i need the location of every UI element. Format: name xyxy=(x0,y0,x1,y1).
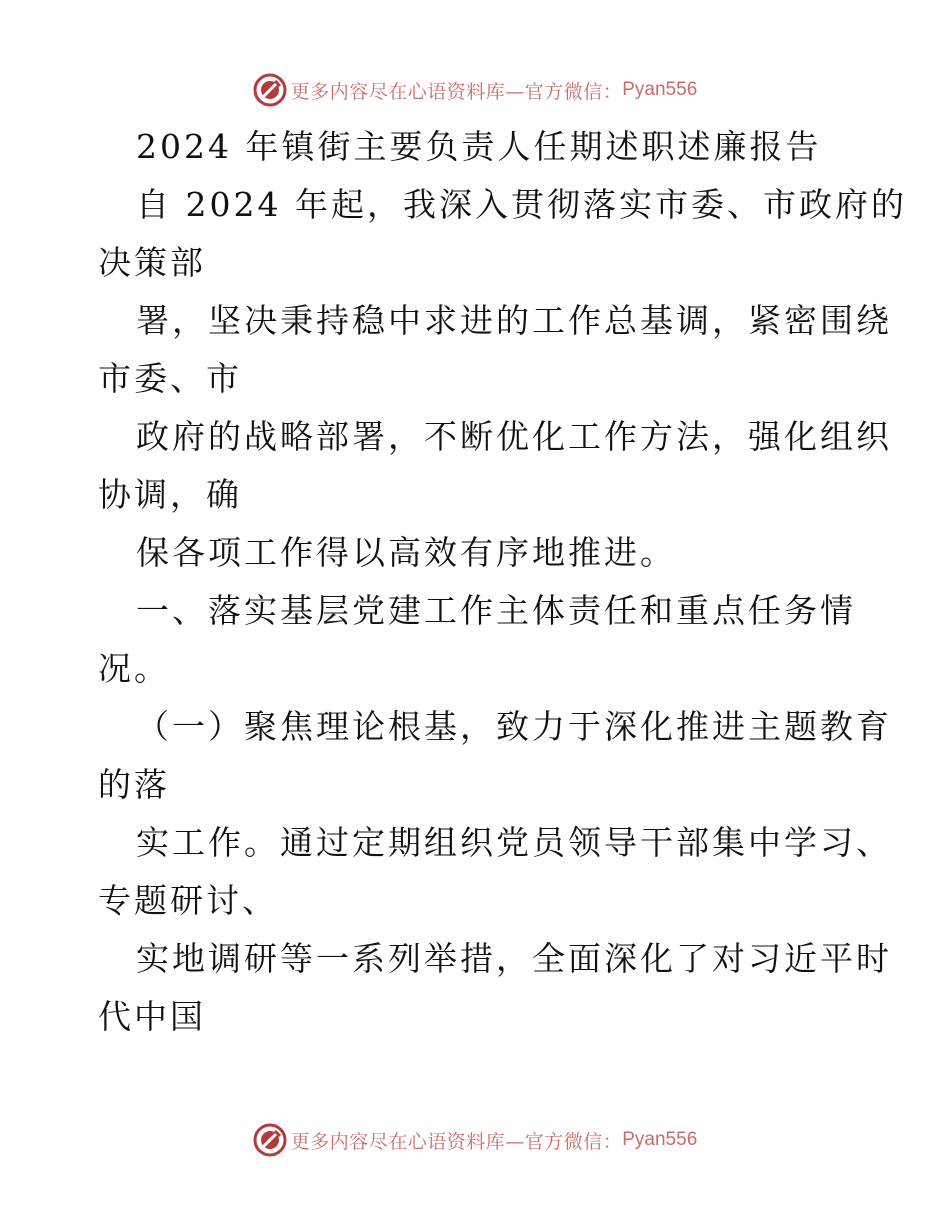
section-heading: 一、落实基层党建工作主体责任和重点任务情 xyxy=(136,591,856,630)
text-line: 自 2024 年起，我深入贯彻落实市委、市政府的 xyxy=(136,185,907,224)
watermark-text: 更多内容尽在心语资料库—官方微信： xyxy=(290,80,623,103)
watermark-text: 更多内容尽在心语资料库—官方微信： xyxy=(290,1130,623,1153)
watermark-wechat-id: Pyan556 xyxy=(622,1129,698,1150)
text-line: 实工作。通过定期组织党员领导干部集中学习、 xyxy=(136,823,892,862)
doc-title: 2024 年镇街主要负责人任期述职述廉报告 xyxy=(136,127,822,166)
text-line: 保各项工作得以高效有序地推进。 xyxy=(136,533,676,572)
subsection-heading: （一）聚焦理论根基，致力于深化推进主题教育 xyxy=(136,707,892,746)
text-line: 的落 xyxy=(98,765,170,804)
header-watermark xyxy=(0,70,950,110)
pen-logo-icon xyxy=(253,73,287,107)
text-line: 专题研讨、 xyxy=(98,881,278,920)
footer-watermark xyxy=(0,1120,950,1160)
pen-logo-icon xyxy=(253,1123,287,1157)
watermark-wechat-id: Pyan556 xyxy=(622,79,698,100)
text-line: 况。 xyxy=(98,649,170,688)
text-line: 署，坚决秉持稳中求进的工作总基调，紧密围绕 xyxy=(136,301,892,340)
text-line: 实地调研等一系列举措，全面深化了对习近平时 xyxy=(136,939,892,978)
text-line: 决策部 xyxy=(98,243,206,282)
text-line: 市委、市 xyxy=(98,359,242,398)
text-line: 政府的战略部署，不断优化工作方法，强化组织 xyxy=(136,417,892,456)
text-line: 代中国 xyxy=(98,997,206,1036)
document-body xyxy=(98,118,907,1046)
text-line: 协调，确 xyxy=(98,475,242,514)
